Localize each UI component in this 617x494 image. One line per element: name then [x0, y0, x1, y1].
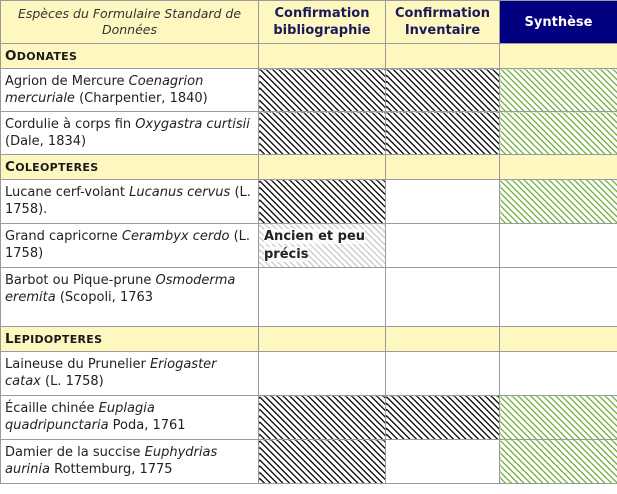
synthese-status-cell: [500, 352, 617, 396]
header-species: [1, 1, 259, 44]
species-cell: [1, 396, 259, 440]
group-cell: [500, 44, 617, 69]
inventaire-status-cell: [386, 268, 500, 327]
header-biblio: [259, 1, 386, 44]
synthese-status-cell: [500, 440, 617, 484]
header-inventaire-label: Confirmation Inventaire: [395, 6, 490, 38]
table-row: [1, 352, 617, 396]
species-common-name: Agrion de Mercure: [5, 74, 129, 89]
table-row: [1, 440, 617, 484]
synthese-status-cell: [500, 112, 617, 155]
group-cell: [259, 155, 386, 180]
biblio-status-cell: [259, 440, 386, 484]
header-inventaire: [386, 1, 500, 44]
species-latin-name: Euplagia quadripunctaria: [5, 401, 155, 433]
group-cell: [386, 155, 500, 180]
inventaire-status-cell: [386, 224, 500, 268]
species-author: (Scopoli, 1763: [55, 290, 154, 305]
group-cell: [500, 327, 617, 352]
species-cell: [1, 69, 259, 112]
table-row: [1, 112, 617, 155]
header-row: [1, 1, 617, 44]
species-latin-name: Euphydrias aurinia: [5, 445, 218, 477]
group-label: COLEOPTERES: [1, 155, 259, 180]
species-author: (L. 1758).: [5, 185, 251, 217]
species-common-name: Damier de la succise: [5, 445, 145, 460]
group-cell: [259, 327, 386, 352]
inventaire-status-cell: [386, 69, 500, 112]
group-cell: [386, 44, 500, 69]
biblio-status-cell: [259, 224, 386, 268]
species-latin-name: Eriogaster catax: [5, 357, 217, 389]
species-cell: [1, 268, 259, 327]
species-latin-name: Cerambyx cerdo: [121, 229, 230, 244]
biblio-status-cell: [259, 396, 386, 440]
synthese-status-cell: [500, 224, 617, 268]
species-cell: [1, 352, 259, 396]
species-author: Rottemburg, 1775: [49, 462, 173, 477]
header-synthese-label: Synthèse: [524, 14, 593, 30]
inventaire-status-cell: [386, 180, 500, 224]
biblio-status-cell: [259, 268, 386, 327]
species-author: (L. 1758): [5, 229, 251, 261]
biblio-status-cell: [259, 112, 386, 155]
table-row: [1, 396, 617, 440]
species-latin-name: Coenagrion mercuriale: [5, 74, 204, 106]
inventaire-status-cell: [386, 440, 500, 484]
biblio-status-cell: [259, 180, 386, 224]
group-cell: [259, 44, 386, 69]
header-biblio-label: Confirmation bibliographie: [273, 6, 371, 38]
table-row: [1, 180, 617, 224]
inventaire-status-cell: [386, 112, 500, 155]
species-common-name: Lucane cerf-volant: [5, 185, 130, 200]
group-row: [1, 44, 617, 69]
synthese-status-cell: [500, 396, 617, 440]
group-label: ODONATES: [1, 44, 259, 69]
table-row: [1, 268, 617, 327]
biblio-note: Ancien et peu précis: [264, 229, 366, 262]
inventaire-status-cell: [386, 352, 500, 396]
species-common-name: Écaille chinée: [5, 401, 99, 416]
synthese-status-cell: [500, 69, 617, 112]
table-row: [1, 69, 617, 112]
species-author: (Dale, 1834): [5, 134, 87, 149]
biblio-status-cell: [259, 352, 386, 396]
species-cell: [1, 180, 259, 224]
inventaire-status-cell: [386, 396, 500, 440]
species-cell: [1, 440, 259, 484]
group-label: LEPIDOPTERES: [1, 327, 259, 352]
species-latin-name: Osmoderma eremita: [5, 273, 236, 305]
group-cell: [386, 327, 500, 352]
species-latin-name: Lucanus cervus: [129, 185, 231, 200]
species-author: (Charpentier, 1840): [74, 91, 208, 106]
species-cell: [1, 224, 259, 268]
table-row: [1, 224, 617, 268]
biblio-status-cell: [259, 69, 386, 112]
species-common-name: Barbot ou Pique-prune: [5, 273, 156, 288]
header-species-label: Espèces du Formulaire Standard de Données: [17, 6, 242, 37]
species-cell: [1, 112, 259, 155]
group-row: [1, 155, 617, 180]
group-cell: [500, 155, 617, 180]
species-common-name: Laineuse du Prunelier: [5, 357, 150, 372]
species-common-name: Cordulie à corps fin: [5, 117, 136, 132]
synthese-status-cell: [500, 180, 617, 224]
species-latin-name: Oxygastra curtisii: [135, 117, 250, 132]
species-common-name: Grand capricorne: [5, 229, 122, 244]
synthese-status-cell: [500, 268, 617, 327]
species-author: (L. 1758): [40, 374, 104, 389]
header-synthese: [500, 1, 617, 44]
species-author: Poda, 1761: [108, 418, 186, 433]
group-row: [1, 327, 617, 352]
